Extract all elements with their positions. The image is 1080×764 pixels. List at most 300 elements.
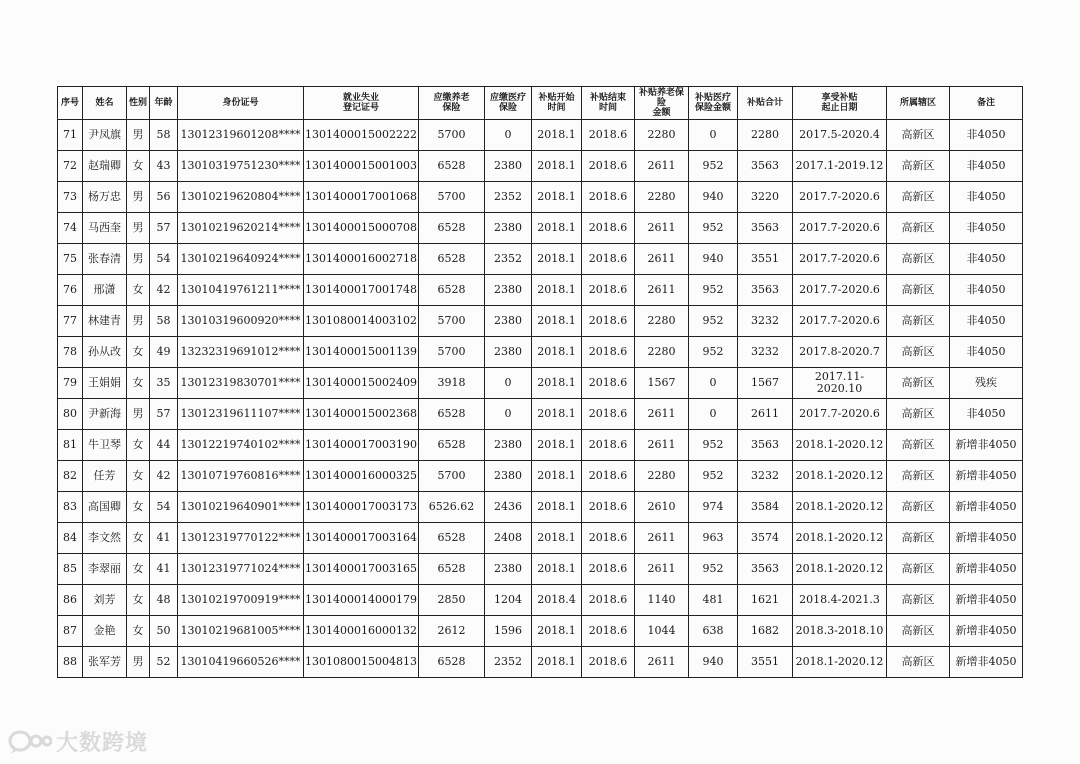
cell-name: 金艳 xyxy=(83,616,127,647)
cell-seq: 77 xyxy=(58,306,83,337)
header-end-line2: 时间 xyxy=(598,103,617,113)
cell-note: 新增非4050 xyxy=(950,492,1023,523)
header-note: 备注 xyxy=(950,87,1023,120)
cell-district: 高新区 xyxy=(887,492,950,523)
cell-name: 李翠丽 xyxy=(83,554,127,585)
cell-period: 2018.1-2020.12 xyxy=(793,647,887,678)
table-row xyxy=(58,430,1023,461)
cell-emp-reg: 1301400016000325 xyxy=(304,461,419,492)
cell-end: 2018.6 xyxy=(582,306,635,337)
cell-start: 2018.1 xyxy=(532,337,582,368)
table-row xyxy=(58,647,1023,678)
cell-age: 57 xyxy=(150,399,178,430)
cell-district: 高新区 xyxy=(887,523,950,554)
header-medical-amt-line1: 补贴医疗 xyxy=(694,93,731,103)
cell-note: 非4050 xyxy=(950,244,1023,275)
cell-seq: 84 xyxy=(58,523,83,554)
header-district: 所属辖区 xyxy=(887,87,950,120)
cell-note: 非4050 xyxy=(950,213,1023,244)
cell-emp-reg: 1301400015001139 xyxy=(304,337,419,368)
cell-emp-reg: 1301080014003102 xyxy=(304,306,419,337)
cell-id-no: 13010219700919**** xyxy=(178,585,304,616)
cell-note: 非4050 xyxy=(950,399,1023,430)
cell-seq: 73 xyxy=(58,182,83,213)
watermark-text: 大数跨境 xyxy=(56,731,149,756)
cell-id-no: 13010219620804**** xyxy=(178,182,304,213)
cell-age: 41 xyxy=(150,554,178,585)
cell-pension-due: 2612 xyxy=(419,616,485,647)
cell-age: 52 xyxy=(150,647,178,678)
cell-gender: 女 xyxy=(127,461,150,492)
cell-medical-due: 2352 xyxy=(485,244,532,275)
cell-district: 高新区 xyxy=(887,368,950,399)
cell-medical-amt: 940 xyxy=(689,647,738,678)
cell-pension-amt: 1567 xyxy=(635,368,689,399)
cell-start: 2018.1 xyxy=(532,647,582,678)
cell-pension-due: 6528 xyxy=(419,275,485,306)
cell-period: 2018.4-2021.3 xyxy=(793,585,887,616)
cell-name: 张军芳 xyxy=(83,647,127,678)
cell-period: 2017.7-2020.6 xyxy=(793,275,887,306)
header-end xyxy=(582,87,635,120)
cell-emp-reg: 1301080015004813 xyxy=(304,647,419,678)
cell-age: 54 xyxy=(150,244,178,275)
cell-seq: 83 xyxy=(58,492,83,523)
table-row xyxy=(58,244,1023,275)
cell-start: 2018.1 xyxy=(532,306,582,337)
cell-emp-reg: 1301400017003190 xyxy=(304,430,419,461)
cell-district: 高新区 xyxy=(887,306,950,337)
cell-note: 新增非4050 xyxy=(950,461,1023,492)
cell-name: 邢潇 xyxy=(83,275,127,306)
cell-seq: 87 xyxy=(58,616,83,647)
table-row xyxy=(58,399,1023,430)
cell-age: 58 xyxy=(150,306,178,337)
header-emp-reg xyxy=(304,87,419,120)
cell-start: 2018.1 xyxy=(532,368,582,399)
cell-start: 2018.1 xyxy=(532,399,582,430)
cell-gender: 女 xyxy=(127,554,150,585)
cell-medical-amt: 952 xyxy=(689,306,738,337)
cell-total: 3563 xyxy=(738,554,793,585)
cell-id-no: 13012319771024**** xyxy=(178,554,304,585)
cell-name: 林建青 xyxy=(83,306,127,337)
cell-seq: 78 xyxy=(58,337,83,368)
watermark xyxy=(8,726,148,757)
cell-end: 2018.6 xyxy=(582,585,635,616)
cell-district: 高新区 xyxy=(887,430,950,461)
cell-note: 新增非4050 xyxy=(950,523,1023,554)
header-start-line2: 时间 xyxy=(547,103,566,113)
header-emp-reg-line1: 就业失业 xyxy=(342,93,379,103)
cell-total: 3232 xyxy=(738,461,793,492)
cell-seq: 71 xyxy=(58,120,83,151)
cell-medical-due: 2380 xyxy=(485,213,532,244)
cell-end: 2018.6 xyxy=(582,554,635,585)
cell-medical-due: 2436 xyxy=(485,492,532,523)
cell-id-no: 13010219640901**** xyxy=(178,492,304,523)
cell-note: 新增非4050 xyxy=(950,585,1023,616)
cell-note: 残疾 xyxy=(950,368,1023,399)
cell-medical-amt: 952 xyxy=(689,430,738,461)
cell-note: 非4050 xyxy=(950,306,1023,337)
cell-gender: 女 xyxy=(127,337,150,368)
cell-medical-due: 2380 xyxy=(485,151,532,182)
cell-emp-reg: 1301400014000179 xyxy=(304,585,419,616)
cell-end: 2018.6 xyxy=(582,616,635,647)
header-id-no: 身份证号 xyxy=(178,87,304,120)
cell-emp-reg: 1301400017003173 xyxy=(304,492,419,523)
cell-pension-amt: 2611 xyxy=(635,399,689,430)
cell-gender: 女 xyxy=(127,275,150,306)
header-name: 姓名 xyxy=(83,87,127,120)
cell-gender: 男 xyxy=(127,182,150,213)
cell-gender: 女 xyxy=(127,585,150,616)
table-row xyxy=(58,151,1023,182)
cell-pension-due: 2850 xyxy=(419,585,485,616)
cell-emp-reg: 1301400017001748 xyxy=(304,275,419,306)
cell-end: 2018.6 xyxy=(582,182,635,213)
cell-age: 42 xyxy=(150,461,178,492)
cell-note: 新增非4050 xyxy=(950,430,1023,461)
header-medical-due xyxy=(485,87,532,120)
cell-name: 赵瑞卿 xyxy=(83,151,127,182)
cell-total: 3584 xyxy=(738,492,793,523)
cell-medical-due: 0 xyxy=(485,120,532,151)
cell-period: 2017.7-2020.6 xyxy=(793,213,887,244)
cell-id-no: 13232319691012**** xyxy=(178,337,304,368)
cell-name: 张春清 xyxy=(83,244,127,275)
header-medical-amt-line2: 保险金额 xyxy=(694,103,731,113)
cell-note: 非4050 xyxy=(950,275,1023,306)
cell-pension-due: 6528 xyxy=(419,554,485,585)
cell-end: 2018.6 xyxy=(582,244,635,275)
cell-period: 2017.7-2020.6 xyxy=(793,306,887,337)
cell-end: 2018.6 xyxy=(582,399,635,430)
cell-emp-reg: 1301400016002718 xyxy=(304,244,419,275)
cell-total: 3551 xyxy=(738,244,793,275)
cell-pension-due: 6528 xyxy=(419,244,485,275)
cell-end: 2018.6 xyxy=(582,275,635,306)
cell-total: 3220 xyxy=(738,182,793,213)
cell-district: 高新区 xyxy=(887,616,950,647)
cell-start: 2018.1 xyxy=(532,182,582,213)
cell-total: 1621 xyxy=(738,585,793,616)
cell-pension-due: 6526.62 xyxy=(419,492,485,523)
cell-medical-due: 2380 xyxy=(485,461,532,492)
cell-gender: 男 xyxy=(127,244,150,275)
header-period xyxy=(793,87,887,120)
cell-district: 高新区 xyxy=(887,244,950,275)
cell-start: 2018.1 xyxy=(532,244,582,275)
cell-name: 牛卫琴 xyxy=(83,430,127,461)
cell-end: 2018.6 xyxy=(582,337,635,368)
cell-seq: 82 xyxy=(58,461,83,492)
cell-age: 57 xyxy=(150,213,178,244)
cell-note: 新增非4050 xyxy=(950,647,1023,678)
cell-medical-amt: 952 xyxy=(689,151,738,182)
cell-seq: 72 xyxy=(58,151,83,182)
cell-district: 高新区 xyxy=(887,213,950,244)
cell-seq: 76 xyxy=(58,275,83,306)
cell-period: 2017.7-2020.6 xyxy=(793,182,887,213)
header-pension-amt-line1: 补贴养老保险 xyxy=(638,88,684,108)
cell-medical-amt: 952 xyxy=(689,213,738,244)
cell-medical-due: 2408 xyxy=(485,523,532,554)
cell-name: 王娟娟 xyxy=(83,368,127,399)
cell-emp-reg: 1301400015001003 xyxy=(304,151,419,182)
cell-note: 非4050 xyxy=(950,120,1023,151)
cell-pension-amt: 2611 xyxy=(635,244,689,275)
cell-pension-amt: 2611 xyxy=(635,151,689,182)
cell-id-no: 13010419761211**** xyxy=(178,275,304,306)
cell-period: 2018.1-2020.12 xyxy=(793,523,887,554)
cell-start: 2018.1 xyxy=(532,151,582,182)
cell-period: 2018.3-2018.10 xyxy=(793,616,887,647)
cell-pension-due: 5700 xyxy=(419,461,485,492)
cell-start: 2018.1 xyxy=(532,275,582,306)
cell-district: 高新区 xyxy=(887,120,950,151)
table-body xyxy=(58,120,1023,678)
cell-seq: 88 xyxy=(58,647,83,678)
header-pension-amt-line2: 金额 xyxy=(652,108,671,118)
cell-emp-reg: 1301400015000708 xyxy=(304,213,419,244)
header-period-line2: 起止日期 xyxy=(821,103,858,113)
cell-medical-due: 2380 xyxy=(485,430,532,461)
cell-medical-amt: 0 xyxy=(689,399,738,430)
cell-start: 2018.4 xyxy=(532,585,582,616)
cell-medical-due: 1596 xyxy=(485,616,532,647)
cell-id-no: 13012319611107**** xyxy=(178,399,304,430)
cell-period: 2018.1-2020.12 xyxy=(793,461,887,492)
cell-start: 2018.1 xyxy=(532,492,582,523)
cell-age: 43 xyxy=(150,151,178,182)
cell-seq: 75 xyxy=(58,244,83,275)
cell-name: 尹新海 xyxy=(83,399,127,430)
cell-pension-due: 5700 xyxy=(419,337,485,368)
cell-end: 2018.6 xyxy=(582,151,635,182)
cell-name: 任芳 xyxy=(83,461,127,492)
cell-start: 2018.1 xyxy=(532,213,582,244)
cell-medical-amt: 952 xyxy=(689,275,738,306)
table-row xyxy=(58,368,1023,399)
header-pension-due xyxy=(419,87,485,120)
cell-name: 尹凤旗 xyxy=(83,120,127,151)
cell-seq: 81 xyxy=(58,430,83,461)
cell-id-no: 13010219620214**** xyxy=(178,213,304,244)
cell-pension-due: 6528 xyxy=(419,213,485,244)
cell-medical-due: 2352 xyxy=(485,647,532,678)
cell-age: 58 xyxy=(150,120,178,151)
table-row xyxy=(58,337,1023,368)
cell-pension-due: 6528 xyxy=(419,151,485,182)
cell-pension-due: 6528 xyxy=(419,647,485,678)
cell-period: 2017.11-2020.10 xyxy=(793,368,887,399)
cell-pension-due: 3918 xyxy=(419,368,485,399)
cell-id-no: 13012319770122**** xyxy=(178,523,304,554)
cell-district: 高新区 xyxy=(887,275,950,306)
header-end-line1: 补贴结束 xyxy=(589,93,626,103)
cell-gender: 男 xyxy=(127,399,150,430)
cell-medical-amt: 963 xyxy=(689,523,738,554)
cell-total: 3563 xyxy=(738,151,793,182)
cell-medical-amt: 481 xyxy=(689,585,738,616)
cell-pension-amt: 2280 xyxy=(635,306,689,337)
cell-pension-due: 6528 xyxy=(419,430,485,461)
cell-medical-amt: 638 xyxy=(689,616,738,647)
cell-medical-amt: 0 xyxy=(689,120,738,151)
cell-seq: 80 xyxy=(58,399,83,430)
cell-district: 高新区 xyxy=(887,647,950,678)
cell-pension-amt: 2611 xyxy=(635,430,689,461)
cell-medical-amt: 974 xyxy=(689,492,738,523)
cell-pension-amt: 1140 xyxy=(635,585,689,616)
cell-district: 高新区 xyxy=(887,151,950,182)
cell-seq: 85 xyxy=(58,554,83,585)
cell-total: 2280 xyxy=(738,120,793,151)
header-pension-amt xyxy=(635,87,689,120)
cell-age: 48 xyxy=(150,585,178,616)
cell-age: 35 xyxy=(150,368,178,399)
cell-pension-amt: 1044 xyxy=(635,616,689,647)
cell-pension-amt: 2280 xyxy=(635,461,689,492)
header-medical-due-line2: 保险 xyxy=(498,103,517,113)
table-row xyxy=(58,306,1023,337)
cell-id-no: 13010219640924**** xyxy=(178,244,304,275)
table-row xyxy=(58,492,1023,523)
cell-pension-amt: 2611 xyxy=(635,275,689,306)
cell-end: 2018.6 xyxy=(582,120,635,151)
cell-period: 2017.7-2020.6 xyxy=(793,244,887,275)
cell-total: 3232 xyxy=(738,337,793,368)
header-start xyxy=(532,87,582,120)
cell-note: 非4050 xyxy=(950,182,1023,213)
cell-age: 44 xyxy=(150,430,178,461)
cell-age: 41 xyxy=(150,523,178,554)
cell-pension-amt: 2611 xyxy=(635,523,689,554)
cell-period: 2017.5-2020.4 xyxy=(793,120,887,151)
cell-emp-reg: 1301400017003164 xyxy=(304,523,419,554)
cell-total: 2611 xyxy=(738,399,793,430)
cell-emp-reg: 1301400015002222 xyxy=(304,120,419,151)
cell-id-no: 13010719760816**** xyxy=(178,461,304,492)
cell-gender: 女 xyxy=(127,430,150,461)
cell-note: 非4050 xyxy=(950,337,1023,368)
cell-note: 新增非4050 xyxy=(950,554,1023,585)
cell-pension-amt: 2611 xyxy=(635,554,689,585)
cell-medical-due: 2380 xyxy=(485,306,532,337)
cell-pension-amt: 2280 xyxy=(635,337,689,368)
cell-end: 2018.6 xyxy=(582,523,635,554)
table-row xyxy=(58,461,1023,492)
cell-age: 49 xyxy=(150,337,178,368)
cell-total: 3563 xyxy=(738,213,793,244)
cell-medical-amt: 952 xyxy=(689,461,738,492)
table-row xyxy=(58,585,1023,616)
cell-age: 42 xyxy=(150,275,178,306)
header-seq: 序号 xyxy=(58,87,83,120)
cell-pension-due: 5700 xyxy=(419,306,485,337)
table-row xyxy=(58,120,1023,151)
cell-medical-due: 2380 xyxy=(485,337,532,368)
cell-emp-reg: 1301400017001068 xyxy=(304,182,419,213)
cell-district: 高新区 xyxy=(887,337,950,368)
cell-district: 高新区 xyxy=(887,182,950,213)
cell-total: 1567 xyxy=(738,368,793,399)
cell-period: 2017.1-2019.12 xyxy=(793,151,887,182)
cell-gender: 男 xyxy=(127,647,150,678)
cell-start: 2018.1 xyxy=(532,616,582,647)
cell-medical-amt: 940 xyxy=(689,244,738,275)
cell-medical-amt: 952 xyxy=(689,554,738,585)
header-pension-due-line1: 应缴养老 xyxy=(433,93,470,103)
cell-district: 高新区 xyxy=(887,585,950,616)
header-medical-amt xyxy=(689,87,738,120)
table-row xyxy=(58,275,1023,306)
cell-period: 2018.1-2020.12 xyxy=(793,554,887,585)
chat-bubble-icon xyxy=(8,729,52,755)
cell-seq: 74 xyxy=(58,213,83,244)
cell-gender: 女 xyxy=(127,616,150,647)
cell-medical-due: 1204 xyxy=(485,585,532,616)
header-gender: 性别 xyxy=(127,87,150,120)
cell-start: 2018.1 xyxy=(532,523,582,554)
cell-pension-amt: 2610 xyxy=(635,492,689,523)
header-age: 年龄 xyxy=(150,87,178,120)
cell-gender: 女 xyxy=(127,368,150,399)
cell-id-no: 13012319830701**** xyxy=(178,368,304,399)
header-pension-due-line2: 保险 xyxy=(442,103,461,113)
cell-seq: 79 xyxy=(58,368,83,399)
cell-name: 李文然 xyxy=(83,523,127,554)
cell-total: 3563 xyxy=(738,275,793,306)
cell-name: 高国卿 xyxy=(83,492,127,523)
cell-emp-reg: 1301400016000132 xyxy=(304,616,419,647)
cell-gender: 女 xyxy=(127,151,150,182)
subsidy-roster-table xyxy=(57,86,1023,678)
cell-gender: 男 xyxy=(127,306,150,337)
cell-emp-reg: 1301400015002368 xyxy=(304,399,419,430)
cell-end: 2018.6 xyxy=(582,461,635,492)
header-period-line1: 享受补贴 xyxy=(821,93,858,103)
cell-medical-amt: 0 xyxy=(689,368,738,399)
cell-id-no: 13010319751230**** xyxy=(178,151,304,182)
cell-name: 马西奎 xyxy=(83,213,127,244)
cell-total: 3574 xyxy=(738,523,793,554)
cell-note: 新增非4050 xyxy=(950,616,1023,647)
cell-total: 3551 xyxy=(738,647,793,678)
table-row xyxy=(58,523,1023,554)
cell-gender: 男 xyxy=(127,120,150,151)
cell-period: 2017.7-2020.6 xyxy=(793,399,887,430)
cell-total: 3232 xyxy=(738,306,793,337)
cell-pension-due: 5700 xyxy=(419,120,485,151)
cell-emp-reg: 1301400015002409 xyxy=(304,368,419,399)
cell-start: 2018.1 xyxy=(532,461,582,492)
cell-id-no: 13010219681005**** xyxy=(178,616,304,647)
cell-pension-due: 5700 xyxy=(419,182,485,213)
cell-name: 刘芳 xyxy=(83,585,127,616)
cell-id-no: 13012219740102**** xyxy=(178,430,304,461)
cell-district: 高新区 xyxy=(887,461,950,492)
table-row xyxy=(58,213,1023,244)
header-row xyxy=(58,87,1023,120)
cell-start: 2018.1 xyxy=(532,120,582,151)
cell-medical-amt: 940 xyxy=(689,182,738,213)
cell-medical-due: 0 xyxy=(485,399,532,430)
cell-total: 3563 xyxy=(738,430,793,461)
header-start-line1: 补贴开始 xyxy=(538,93,575,103)
